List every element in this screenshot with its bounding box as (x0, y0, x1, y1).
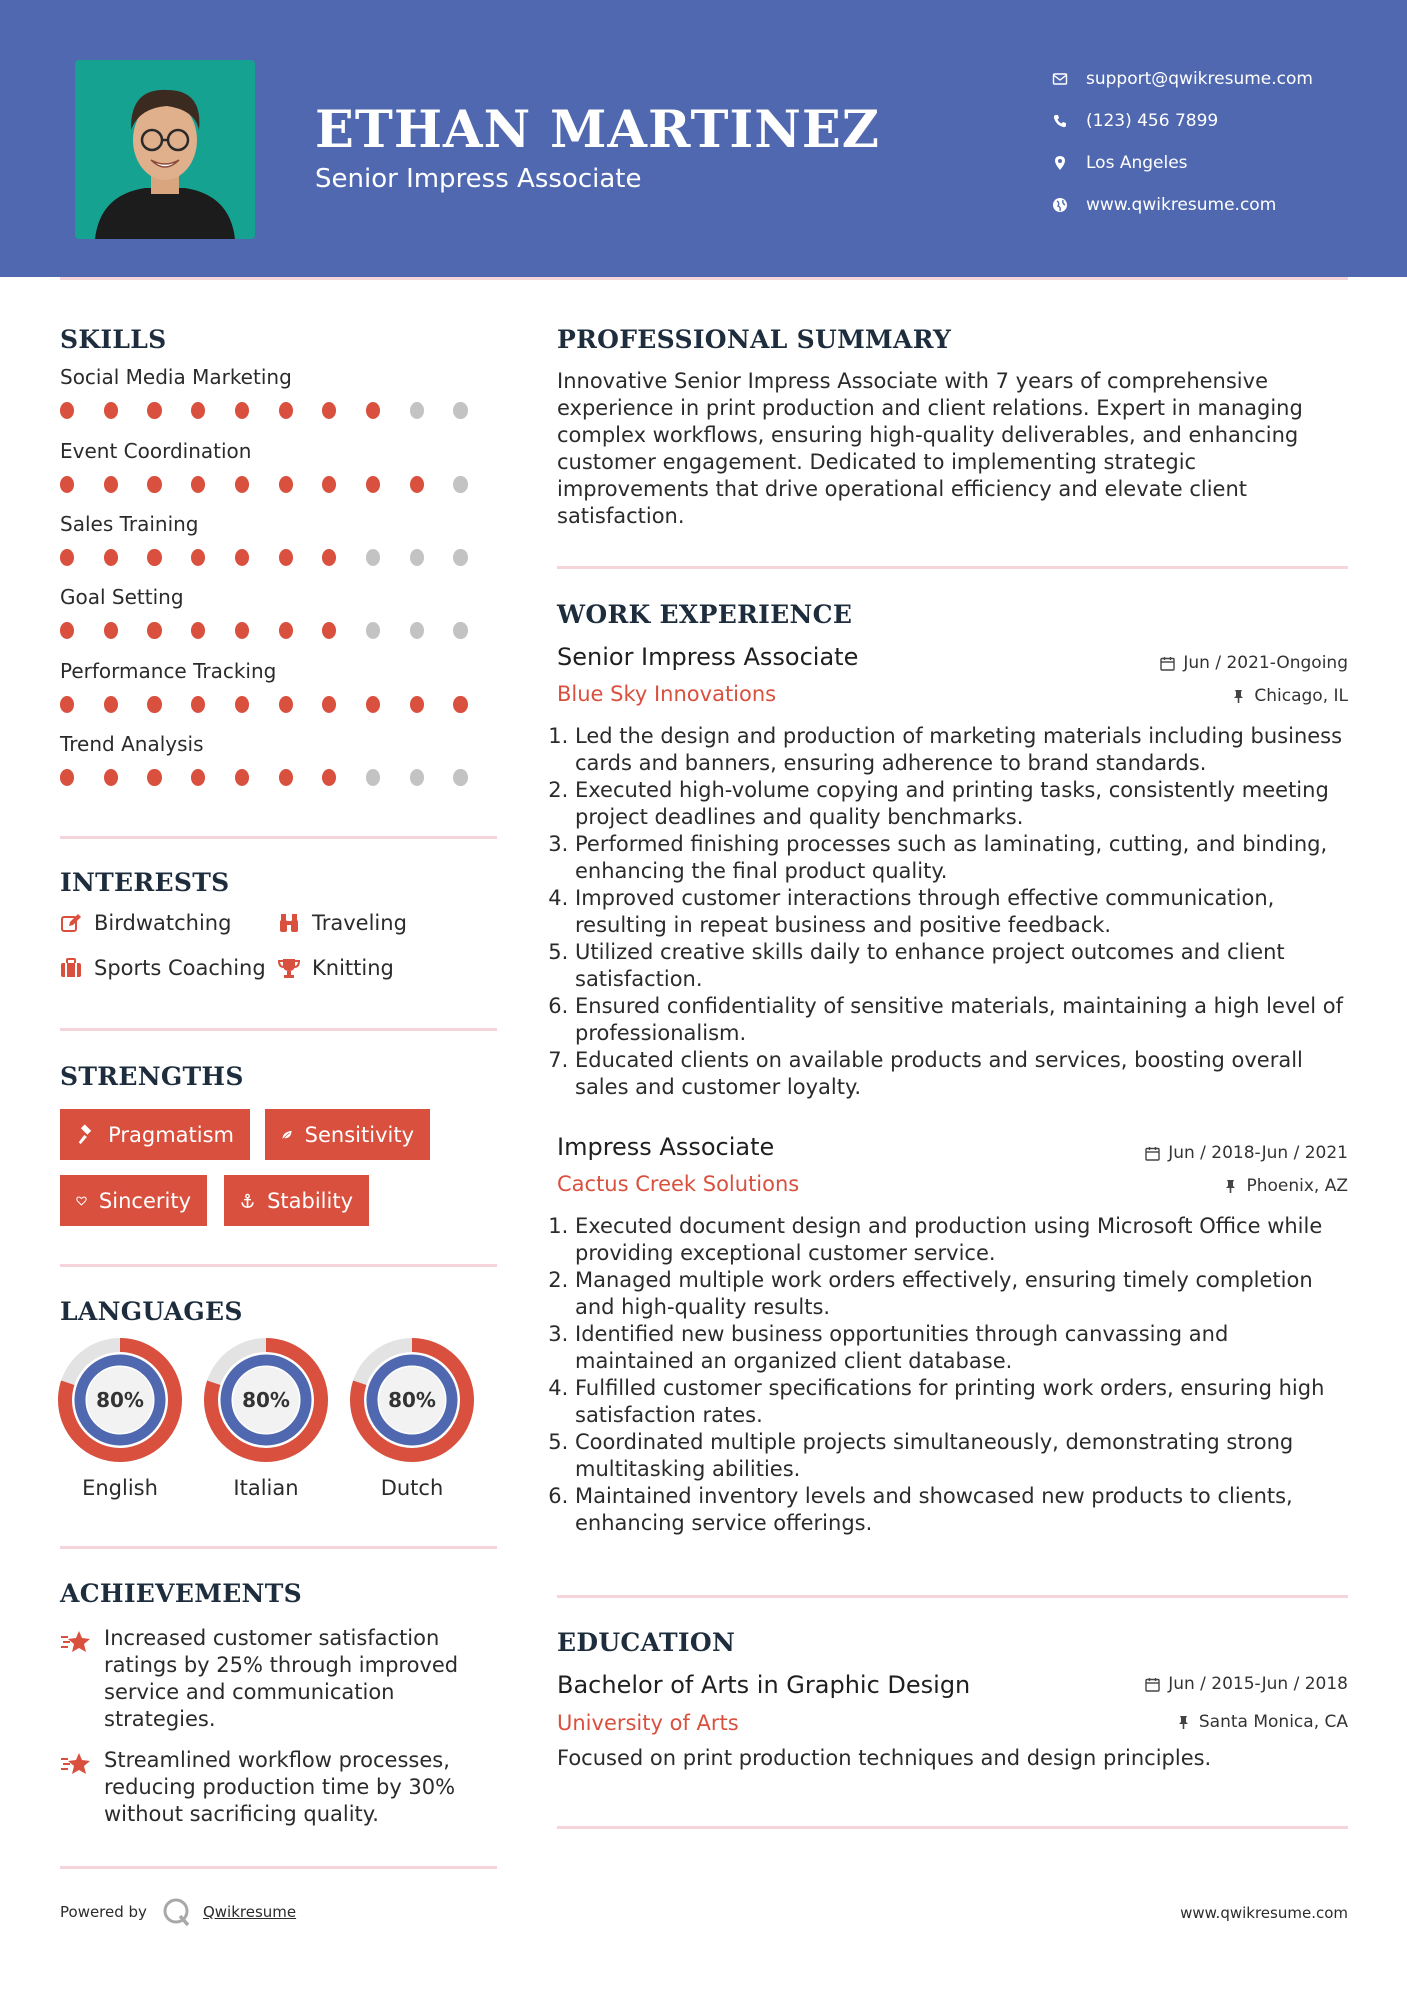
contact-location-text: Los Angeles (1086, 153, 1188, 173)
briefcase-icon (60, 957, 82, 979)
skill-rating-dot (60, 696, 74, 713)
skill-rating-dot (104, 476, 118, 493)
skill-rating-dot (60, 476, 74, 493)
anchor-icon (240, 1190, 255, 1212)
strengths-divider (60, 1264, 497, 1267)
language-name: Italian (233, 1476, 299, 1500)
skill-rating-dot (147, 769, 161, 786)
interests-divider (60, 1028, 497, 1031)
skill-rating-dot (453, 769, 467, 786)
interest-item (60, 956, 266, 980)
job-bullet: 5. Coordinated multiple projects simultaneously, demonstrating strong multitasking abilities. (575, 1429, 1348, 1483)
job-date (1160, 653, 1348, 673)
skill-rating-dot (235, 696, 249, 713)
job-company: Cactus Creek Solutions (557, 1172, 800, 1196)
interest-label: Sports Coaching (94, 956, 266, 980)
achievement-item (60, 1625, 497, 1733)
skill-rating-dot (191, 402, 205, 419)
gavel-icon (76, 1124, 96, 1146)
skill-rating (60, 549, 497, 566)
education-location (1176, 1712, 1348, 1732)
calendar-icon (1145, 1677, 1160, 1692)
job-bullet: 7. Educated clients on available products and services, boosting overall sales and customer loyalty. (575, 1047, 1348, 1101)
trophy-icon (278, 957, 300, 979)
candidate-name: ETHAN MARTINEZ (315, 100, 880, 160)
map-pin-icon (1052, 155, 1068, 171)
language-percent: 80% (96, 1388, 144, 1412)
summary-heading: PROFESSIONAL SUMMARY (557, 325, 952, 354)
strength-label: Stability (267, 1188, 353, 1213)
skill-rating-dot (147, 696, 161, 713)
interest-label: Traveling (312, 911, 407, 935)
skill-rating-dot (366, 696, 380, 713)
job-bullet: 3. Performed finishing processes such as laminating, cutting, and binding, enhancing the final product quality. (575, 831, 1348, 885)
skill-rating-dot (191, 769, 205, 786)
skill-rating-dot (235, 549, 249, 566)
skill-rating-dot (279, 402, 293, 419)
job-bullet: 6. Ensured confidentiality of sensitive materials, maintaining a high level of professionalism. (575, 993, 1348, 1047)
contact-website-text: www.qwikresume.com (1086, 195, 1277, 215)
skill-rating-dot (366, 476, 380, 493)
achievement-text: Increased customer satisfaction ratings by 25% through improved service and communication strategies. (104, 1626, 459, 1731)
footer-powered-by (60, 1896, 296, 1928)
education-location-text: Santa Monica, CA (1198, 1712, 1348, 1732)
skill-rating-dot (410, 622, 424, 639)
heart-icon (76, 1190, 87, 1212)
skill-rating (60, 402, 497, 419)
footer-website[interactable]: www.qwikresume.com (1180, 1904, 1348, 1922)
language-percent: 80% (242, 1388, 290, 1412)
star-medal-icon (60, 1750, 92, 1778)
skill-item (60, 659, 497, 713)
skill-rating-dot (322, 402, 336, 419)
skill-rating-dot (147, 549, 161, 566)
skill-rating-dot (453, 476, 467, 493)
skill-rating (60, 696, 497, 713)
skill-rating-dot (104, 549, 118, 566)
skill-rating-dot (279, 696, 293, 713)
education-school: University of Arts (557, 1711, 739, 1735)
job-bullet: 4. Improved customer interactions through effective communication, resulting in repeat business and positive feedback. (575, 885, 1348, 939)
contact-website[interactable] (1052, 184, 1313, 226)
skill-name: Event Coordination (60, 439, 252, 463)
globe-icon (1052, 197, 1068, 213)
work-heading: WORK EXPERIENCE (557, 600, 853, 629)
job-bullet: 6. Maintained inventory levels and showcased new products to clients, enhancing service offerings. (575, 1483, 1348, 1537)
language-item (350, 1338, 474, 1500)
star-medal-icon (60, 1628, 92, 1656)
skill-name: Social Media Marketing (60, 365, 292, 389)
job-date-text: Jun / 2018-Jun / 2021 (1168, 1143, 1348, 1163)
skill-rating-dot (235, 769, 249, 786)
job-location (1223, 1176, 1348, 1196)
contact-location (1052, 142, 1313, 184)
skill-item (60, 439, 497, 493)
leaf-icon (281, 1124, 293, 1146)
skill-rating-dot (453, 696, 467, 713)
contact-phone[interactable] (1052, 100, 1313, 142)
header-divider (60, 277, 1348, 280)
strength-badge (265, 1109, 430, 1160)
education-degree: Bachelor of Arts in Graphic Design (557, 1671, 971, 1699)
pushpin-icon (1231, 689, 1246, 704)
job-location-text: Phoenix, AZ (1246, 1176, 1348, 1196)
skill-rating (60, 622, 497, 639)
pushpin-icon (1223, 1179, 1238, 1194)
job-date-text: Jun / 2021-Ongoing (1183, 653, 1348, 673)
skill-rating-dot (60, 769, 74, 786)
skill-name: Goal Setting (60, 585, 184, 609)
skill-rating-dot (147, 622, 161, 639)
contact-phone-text: (123) 456 7899 (1086, 111, 1219, 131)
job-title: Senior Impress Associate (557, 643, 859, 671)
language-item (204, 1338, 328, 1500)
skill-rating-dot (410, 696, 424, 713)
summary-text: Innovative Senior Impress Associate with 7 years of comprehensive experience in print production and client relations. Expert in managing complex workflows, ensuring high-quality deliverables, and enhancing customer engagement. Dedicated to implementing strategic improvements that drive operational efficiency and elevate client satisfaction. (557, 369, 1303, 528)
calendar-icon (1145, 1146, 1160, 1161)
job-bullet: 5. Utilized creative skills daily to enhance project outcomes and client satisfaction. (575, 939, 1348, 993)
contact-email-text: support@qwikresume.com (1086, 69, 1313, 89)
skill-rating-dot (322, 549, 336, 566)
job-location-text: Chicago, IL (1254, 686, 1348, 706)
skill-rating-dot (104, 696, 118, 713)
calendar-icon (1160, 656, 1175, 671)
phone-icon (1052, 113, 1068, 129)
powered-by-text: Powered by (60, 1903, 147, 1921)
skill-rating-dot (322, 622, 336, 639)
interest-item (278, 911, 407, 935)
achievement-text: Streamlined workflow processes, reducing production time by 30% without sacrificing quality. (104, 1748, 456, 1826)
strength-badge (60, 1175, 207, 1226)
skill-rating-dot (279, 476, 293, 493)
skill-item (60, 365, 497, 419)
job-title: Impress Associate (557, 1133, 775, 1161)
job-bullet: 2. Managed multiple work orders effectively, ensuring timely completion and high-quality results. (575, 1267, 1348, 1321)
skill-rating-dot (191, 696, 205, 713)
strength-label: Sincerity (98, 1188, 191, 1213)
skill-name: Trend Analysis (60, 732, 204, 756)
job-bullet: 2. Executed high-volume copying and printing tasks, consistently meeting project deadlines and quality benchmarks. (575, 777, 1348, 831)
skill-rating-dot (410, 402, 424, 419)
skill-rating-dot (453, 549, 467, 566)
envelope-icon (1052, 71, 1068, 87)
footer-brand-link[interactable]: Qwikresume (202, 1903, 297, 1921)
skill-rating (60, 769, 497, 786)
job-location (1231, 686, 1348, 706)
language-progress-ring (58, 1338, 182, 1462)
education-heading: EDUCATION (557, 1628, 736, 1657)
education-description: Focused on print production techniques and design principles. (557, 1746, 1212, 1770)
skill-rating-dot (147, 476, 161, 493)
skill-rating-dot (191, 622, 205, 639)
summary-divider (557, 566, 1348, 569)
language-item (58, 1338, 182, 1500)
skill-rating-dot (279, 622, 293, 639)
skill-rating-dot (60, 549, 74, 566)
job-company: Blue Sky Innovations (557, 682, 777, 706)
interest-item (278, 956, 394, 980)
strengths-heading: STRENGTHS (60, 1062, 244, 1091)
skill-rating-dot (191, 549, 205, 566)
contact-list (1052, 58, 1313, 226)
skill-item (60, 585, 497, 639)
skill-rating-dot (410, 549, 424, 566)
skills-heading: SKILLS (60, 325, 167, 354)
qwikresume-logo-icon (161, 1896, 193, 1928)
skill-rating-dot (235, 622, 249, 639)
skill-rating-dot (410, 476, 424, 493)
achievements-divider (60, 1866, 497, 1869)
education-divider (557, 1826, 1348, 1829)
language-name: Dutch (380, 1476, 444, 1500)
skill-rating-dot (104, 622, 118, 639)
job-date (1145, 1143, 1348, 1163)
skill-rating-dot (235, 476, 249, 493)
skill-rating-dot (366, 549, 380, 566)
education-date (1145, 1674, 1348, 1694)
language-progress-ring (204, 1338, 328, 1462)
skill-rating-dot (366, 769, 380, 786)
achievement-item (60, 1747, 497, 1828)
job-bullet: 1. Led the design and production of marketing materials including business cards and banners, ensuring adherence to brand standards. (575, 723, 1348, 777)
skill-rating-dot (453, 622, 467, 639)
languages-heading: LANGUAGES (60, 1297, 243, 1326)
skill-rating-dot (191, 476, 205, 493)
languages-divider (60, 1546, 497, 1549)
strength-label: Pragmatism (108, 1122, 234, 1147)
education-date-text: Jun / 2015-Jun / 2018 (1168, 1674, 1348, 1694)
skill-rating-dot (235, 402, 249, 419)
strength-badge (60, 1109, 250, 1160)
skill-rating-dot (147, 402, 161, 419)
skill-rating-dot (410, 769, 424, 786)
achievements-heading: ACHIEVEMENTS (60, 1579, 302, 1608)
skill-rating-dot (366, 402, 380, 419)
skill-rating-dot (322, 476, 336, 493)
profile-photo (75, 60, 255, 239)
job-bullets (557, 1213, 1348, 1537)
language-percent: 80% (388, 1388, 436, 1412)
strength-label: Sensitivity (304, 1122, 414, 1147)
resume-header (0, 0, 1407, 277)
skill-rating (60, 476, 497, 493)
skill-rating-dot (279, 769, 293, 786)
interest-label: Knitting (312, 956, 394, 980)
skill-rating-dot (322, 769, 336, 786)
job-bullets (557, 723, 1348, 1101)
interests-heading: INTERESTS (60, 868, 230, 897)
interest-item (60, 911, 231, 935)
strength-badge (224, 1175, 369, 1226)
interest-label: Birdwatching (94, 911, 232, 935)
skill-item (60, 732, 497, 786)
skill-name: Performance Tracking (60, 659, 277, 683)
pencil-square-icon (60, 912, 82, 934)
skill-rating-dot (104, 769, 118, 786)
skill-rating-dot (453, 402, 467, 419)
skill-rating-dot (104, 402, 118, 419)
skill-rating-dot (60, 402, 74, 419)
job-bullet: 4. Fulfilled customer specifications for printing work orders, ensuring high satisfaction rates. (575, 1375, 1348, 1429)
job-bullet: 1. Executed document design and production using Microsoft Office while providing exceptional customer service. (575, 1213, 1348, 1267)
language-progress-ring (350, 1338, 474, 1462)
pushpin-icon (1176, 1715, 1191, 1730)
contact-email[interactable] (1052, 58, 1313, 100)
candidate-title: Senior Impress Associate (315, 164, 642, 194)
language-name: English (82, 1476, 158, 1500)
skill-rating-dot (60, 622, 74, 639)
skill-item (60, 512, 497, 566)
binoculars-icon (278, 912, 300, 934)
job-bullet: 3. Identified new business opportunities through canvassing and maintained an organized client database. (575, 1321, 1348, 1375)
work-divider (557, 1595, 1348, 1598)
skill-rating-dot (279, 549, 293, 566)
skill-rating-dot (366, 622, 380, 639)
skill-name: Sales Training (60, 512, 199, 536)
skill-rating-dot (322, 696, 336, 713)
skills-divider (60, 836, 497, 839)
